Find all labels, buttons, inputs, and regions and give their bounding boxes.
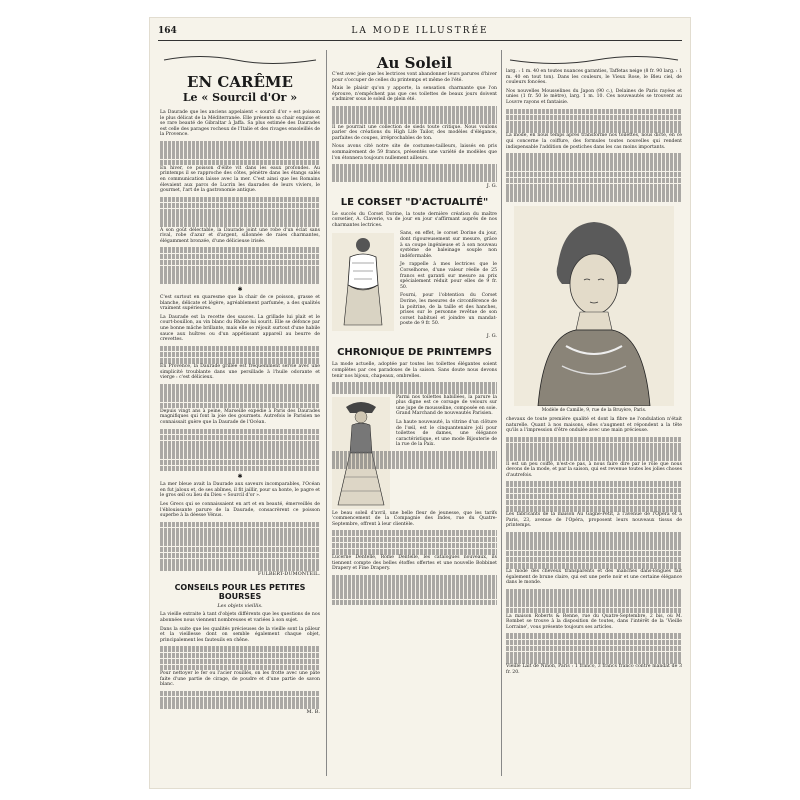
paragraph: À son goût délectable, la Daurade joint une robe d'un éclat sans rival, robe d'azur et d'argent, sillonnée de raies charmantes, élégamment bronzée, d'une délicieuse irisée. xyxy=(160,227,320,244)
paragraph: Vieille Lait de Ninon, Paris : 1 franco, 3 francs franco contre mandat de 3 fr. 20. xyxy=(506,664,682,675)
paragraph: Parmi nos toilettes habillées, la parure la plus digne est ce corsage de velours sur une jupe de mousseline, composée en soie. Grand Marchand de nouveautés Parisien. xyxy=(396,394,497,417)
paragraph: Dans la suite que les qualités précieuses de la vieille sont la pâleur et la vieillesse dont on semble également chaque objet, principalement les fauteuils en chêne. xyxy=(160,626,320,643)
corset-illustration xyxy=(332,233,394,331)
text-filler xyxy=(160,691,320,709)
text-filler xyxy=(160,646,320,670)
header-rule xyxy=(158,40,682,41)
text-filler xyxy=(160,247,320,284)
text-filler xyxy=(160,384,320,408)
article-title: EN CARÊME xyxy=(187,73,293,91)
section-subtitle: Les objets vieillis. xyxy=(217,603,263,610)
paragraph: La mer bleue avait la Daurade aux saveurs incomparables, l'Océan en fut jaloux et, de ses abîmes, il fit jaillir, pour sa honte, le pagre et le gros œil ou lieu du Dieu « Sourcil d'or ». xyxy=(160,482,320,499)
text-filler xyxy=(160,522,320,571)
signature: M. B. xyxy=(306,709,320,716)
paragraph: Depuis vingt ans à peine, Marseille expédie à Paris des Daurades magnifiques qui font la joie des gourmets. Autrefois le Parisien ne connaissait guère que la Daurade de l'Océan. xyxy=(160,408,320,425)
paragraph: La mode, en nous temps apres transforme nos toilettes, nous dicte, en ce qui concerne la coiffure, des formules toutes nouvelles qui rendent indispensable l'addition de postiches dans les cas moins importants. xyxy=(506,133,682,150)
paragraph: La Daurade que les anciens appelaient « sourcil d'or » est poisson le plus délicat de la Méditerranée. Elle présente sa chair exquise et se rare beauté de Gibraltar à Jaffa. Sa plus estimée des Daurades est celle des parages rocheux de l'Italie et des rivages ensoleillés de la Provence. xyxy=(160,110,320,138)
paragraph: En hiver, ce poisson d'élite vit dans les eaux profondes. Au printemps il se rapproche des côtes, pénètre dans les étangs salés en communication laisse avec la mer. C'est ainsi que les Romains élevaient aux parcs de Lucrin les daurades de leurs viviers, le gourmet, l'art de la gastronomie antique. xyxy=(160,165,320,194)
text-filler xyxy=(160,429,320,472)
magazine-page xyxy=(150,18,690,788)
paragraph: C'est avec joie que les lectrices vont abandonner leurs parures d'hiver pour s'occuper de celles du printemps et même de l'été. xyxy=(332,72,497,83)
paragraph: En Provence, la Daurade grillée est fréquemment servie avec une simplicité troublante dans une persillade à l'huile odorante et vierge : c'est délicieux. xyxy=(160,364,320,381)
text-filler xyxy=(332,530,497,554)
paragraph: Pour nettoyer le fer ou l'acier rouillés, on les frotte avec une pâte faite d'une partie de cirage, de poudre et d'une partie de savon blanc. xyxy=(160,671,320,688)
text-filler xyxy=(506,532,682,569)
separator-icon: ✱ xyxy=(237,285,243,293)
paragraph: chevaux de toute première qualité et dont la fibre ne l'ondulation n'était naturelle. Quant à nos maisons, elles s'augment et répondent a la tête qu'ils a l'impression d'être ondulée avec une main précieuse. xyxy=(506,417,682,434)
paragraph: Mais le plaisir qu'on y apporte, la sensation charmante que l'on éprouve, n'empêchent pas que ces toilettes de beaux jours doivent s'admirer sous le soleil de plein été. xyxy=(332,86,497,103)
text-filler xyxy=(506,633,682,663)
text-filler xyxy=(332,106,497,124)
paragraph: larg. : 1 m. 40 en toutes nuances garanties, Taffetas neige (8 fr. 90 larg. : 1 m. 40 en tout ton). Dans les couleurs, le Vieux Rose, le Bleu ciel, de couleurs foncées. xyxy=(506,69,682,86)
signature: J. G. xyxy=(486,333,497,340)
paragraph: Fourni, pour l'obtention du Corset Dorine, les mesures de circonférence de la poitrine, de la taille et des hanches, prises sur le personne revêtue de son corset habituel et joindre un mandat-poste de 9 fr. 50. xyxy=(400,293,497,327)
text-filler xyxy=(506,481,682,511)
article-subtitle: Le « Sourcil d'Or » xyxy=(182,91,298,104)
hairstyle-portrait-illustration xyxy=(514,206,674,406)
column-2 xyxy=(332,50,497,778)
text-filler xyxy=(332,382,497,394)
paragraph: Sans, en effet, le corset Dorine du jour, dont rigoureusement sur mesure, grâce à sa coupe ingénieuse et à son nouveau système de baleinage souple non indéformable. xyxy=(400,231,497,259)
article-title: Au Soleil xyxy=(376,54,453,72)
text-filler xyxy=(506,589,682,613)
portrait-caption: Modèle de Camille, 9, rue de la Bruyère, Paris. xyxy=(541,408,647,413)
paragraph: La mode actuelle, adoptée par toutes les toilettes élégantes soient complètes par ces paradoxes de la saison. Sans doute nous devons tenir nos bijoux, chapeaux, ombrelles. xyxy=(332,362,497,379)
text-filler xyxy=(160,197,320,227)
text-filler xyxy=(332,451,497,469)
ornament-icon xyxy=(160,55,320,65)
section-title: LE CORSET "D'ACTUALITÉ" xyxy=(340,196,489,208)
section-title: CHRONIQUE DE PRINTEMPS xyxy=(337,347,492,359)
column-1 xyxy=(160,50,320,778)
paragraph: La vieille extraite à tant d'objets différents que les questions de nos abonnées nous viennent nombreuses et variées à son sujet. xyxy=(160,612,320,623)
paragraph: Nous avons cité notre site de costumes-tailleurs, laissés en pris sommairement de 59 francs, présentés une variété de modèles que l'on étonnera toujours nullement ailleurs. xyxy=(332,144,497,161)
signature: FULBERT-DUMONTEIL. xyxy=(257,571,320,578)
paragraph: La haute nouveauté, la vitrine d'un clôture de l'œil, est le cinquantenaire joli pour toilettes de dames, une élégance caractéristique, et une mode Bijouterie de la rue de la Paix. xyxy=(396,419,497,448)
masthead: LA MODE ILLUSTRÉE xyxy=(351,26,489,36)
ornament-icon xyxy=(506,55,682,65)
paragraph: Le beau soleil d'avril, une belle fleur de jeunesse, que les tarifs 'commencement de la Compagnie des Indes, rue du Quatre-Septembre, offrent à leur clientèle. xyxy=(332,510,497,527)
paragraph: Lucerne Dentelle, Rome Dentelle, les catalogues nouveaux, ils tiennent compte des belles étoffes offertes et une nouvelle Bobbinet Drapery et Fine Drapery. xyxy=(332,555,497,572)
text-filler xyxy=(506,153,682,202)
paragraph: Les Grecs qui se connaissaient en art et en beauté, émerveillés de l'éblouissante parure de la Daurade, consacrèrent ce poisson superbe à la déesse Vénus. xyxy=(160,502,320,519)
separator-icon: ✱ xyxy=(237,473,243,481)
text-filler xyxy=(160,346,320,364)
paragraph: La Daurade est la recette des sauces. La grillade lui plait et le court-bouillon, au vin blanc du Rhône lui sourit. Elle se défonce par une bonne mâche brillante, mais elle se réjouit surtout d'une habile sauce aux huîtres ou d'un appétissant appareil au beurre de crevettes. xyxy=(160,314,320,343)
paragraph: La mode des cheveux transparents et des manches dans-longues fait également de brune claire, qui est une perle noir et une certaine élégance dans le monde. xyxy=(506,569,682,586)
column-rule xyxy=(326,50,327,776)
page-number: 164 xyxy=(158,26,177,36)
paragraph: Les fabricants de la maison Au Gagne-Petit, à l'avenue de l'Opéra et à Paris, 23, avenue de l'Opéra, proposent leurs nouveaux tissus de printemps. xyxy=(506,512,682,529)
section-title: CONSEILS POUR LES PETITES BOURSES xyxy=(174,583,306,602)
text-filler xyxy=(332,575,497,605)
paragraph: Il ne pourrait une collection de sieds toute critique. Nous voulons parler des créations du High Life Tailor, des modèles d'élégance, parfaites de coupes, irréprochables de ton. xyxy=(332,124,497,141)
paragraph: C'est surtout en quaresme que la chair de ce poisson, grasse et blanche, délicate et légère, agréablement parfumée, a des qualités vraiment supérieures. xyxy=(160,294,320,312)
text-filler xyxy=(506,109,682,133)
text-filler xyxy=(332,164,497,182)
paragraph: Le succès du Corset Dorine, la toute dernière création du maître corsetier, A. Claverie, va de jour en jour s'affirmant auprès de nos charmantes lectrices. xyxy=(332,211,497,228)
paragraph: La maison Roberts & Renne, rue du Quatre-Septembre, 2 bis, où M. Rombet se trouve à la disposition de toutes, dans l'intérêt de la 'Vieille Lorraine', vous présente toujours ses articles. xyxy=(506,613,682,630)
paragraph: Je rappelle à mes lectrices que le Corselhorse, d'une valeur réelle de 25 francs est garanti sur mesure au prix spécialement réduit pour elles de 9 fr. 50. xyxy=(400,262,497,290)
column-rule xyxy=(501,50,502,776)
paragraph: Il est un peu coiffé, n'est-ce pas, à nous faire dire par le rôle que nous devons de la mode, et par la saison, qui est revenue toutes les jolies choses d'autrefois. xyxy=(506,461,682,478)
column-3 xyxy=(506,50,682,778)
text-filler xyxy=(506,437,682,461)
paragraph: Nos nouvelles Mousselines du Japon (90 c.), Delaines de Paris rayées et unies (1 fr. 50 le mètre), larg. 1 m. 10. Ces nouveautés se trouvent au Louvre rayons et fantaisie. xyxy=(506,88,682,105)
text-filler xyxy=(160,141,320,165)
signature: J. G. xyxy=(486,182,497,189)
